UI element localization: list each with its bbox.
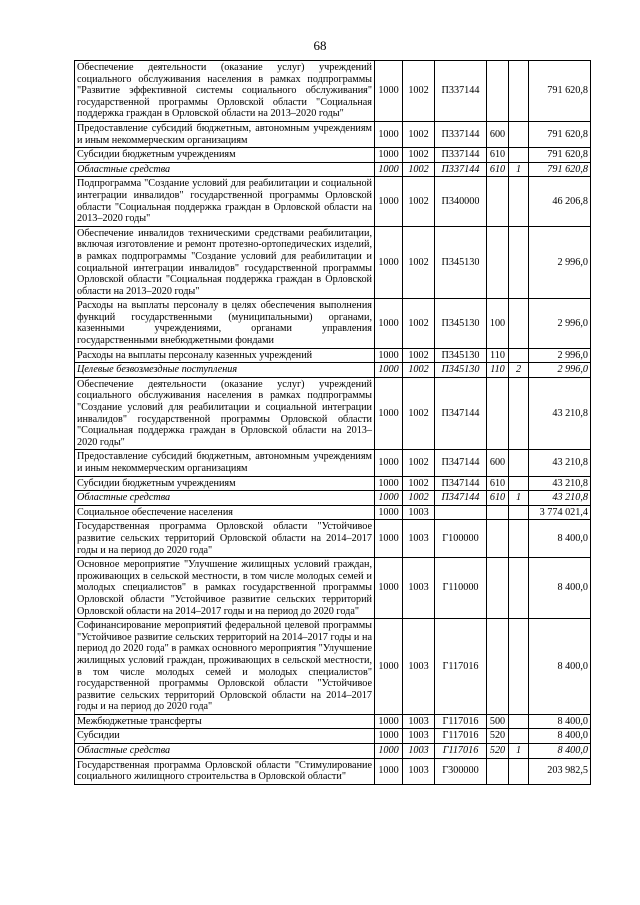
row-expense-type: 520	[487, 729, 509, 744]
row-amount: 8 400,0	[529, 744, 591, 759]
row-section-code: 1000	[375, 520, 403, 558]
row-expense-type	[487, 558, 509, 619]
row-name: Областные средства	[75, 162, 375, 177]
row-funding-source	[509, 758, 529, 784]
row-section-code: 1000	[375, 148, 403, 163]
row-section-code: 1000	[375, 744, 403, 759]
table-row	[75, 377, 591, 450]
row-section-code: 1000	[375, 558, 403, 619]
row-expense-type	[487, 377, 509, 450]
row-subsection-code: 1003	[403, 729, 435, 744]
row-expense-type: 110	[487, 348, 509, 363]
row-name: Социальное обеспечение населения	[75, 505, 375, 520]
row-expense-type: 500	[487, 714, 509, 729]
row-expense-type	[487, 505, 509, 520]
table-row	[75, 505, 591, 520]
row-target-article: П347144	[435, 450, 487, 476]
row-subsection-code: 1003	[403, 744, 435, 759]
row-subsection-code: 1002	[403, 61, 435, 122]
row-amount: 8 400,0	[529, 520, 591, 558]
row-section-code: 1000	[375, 348, 403, 363]
row-name: Расходы на выплаты персоналу в целях обеспечения выполнения функций государственными (муниципальными) органами, казенными учреждениями, органами управления государственными внебюджетными фондами	[75, 299, 375, 348]
row-funding-source	[509, 148, 529, 163]
row-name: Основное мероприятие "Улучшение жилищных условий граждан, проживающих в сельской местности, в том числе молодых семей и молодых специалистов" в рамках государственной программы Орловской области "Устойчивое развитие сельских территорий Орловской области на 2014–2017 годы и на период до 2020 года"	[75, 558, 375, 619]
row-amount: 43 210,8	[529, 491, 591, 506]
row-subsection-code: 1002	[403, 476, 435, 491]
row-target-article: Г110000	[435, 558, 487, 619]
row-section-code: 1000	[375, 758, 403, 784]
row-subsection-code: 1003	[403, 619, 435, 715]
row-name: Субсидии бюджетным учреждениям	[75, 148, 375, 163]
row-subsection-code: 1002	[403, 348, 435, 363]
row-expense-type: 110	[487, 363, 509, 378]
row-funding-source	[509, 520, 529, 558]
table-row	[75, 226, 591, 299]
row-funding-source: 1	[509, 162, 529, 177]
table-row	[75, 450, 591, 476]
row-name: Обеспечение деятельности (оказание услуг) учреждений социального обслуживания населения в рамках подпрограммы "Создание условий для реабилитации и социальной интеграции инвалидов" государственной программы Орловской области "Социальная поддержка граждан в Орловской области на 2013–2020 годы"	[75, 377, 375, 450]
row-target-article: Г117016	[435, 619, 487, 715]
row-expense-type: 600	[487, 121, 509, 147]
row-subsection-code: 1002	[403, 162, 435, 177]
row-subsection-code: 1002	[403, 363, 435, 378]
row-funding-source	[509, 121, 529, 147]
table-row	[75, 520, 591, 558]
row-amount: 203 982,5	[529, 758, 591, 784]
row-expense-type: 610	[487, 148, 509, 163]
row-funding-source	[509, 476, 529, 491]
row-section-code: 1000	[375, 162, 403, 177]
row-amount: 8 400,0	[529, 558, 591, 619]
row-expense-type	[487, 758, 509, 784]
table-row	[75, 177, 591, 226]
row-amount: 43 210,8	[529, 377, 591, 450]
row-subsection-code: 1002	[403, 148, 435, 163]
row-funding-source	[509, 299, 529, 348]
row-target-article: Г117016	[435, 729, 487, 744]
row-target-article: П345130	[435, 226, 487, 299]
row-subsection-code: 1002	[403, 450, 435, 476]
row-amount: 8 400,0	[529, 729, 591, 744]
row-name: Областные средства	[75, 491, 375, 506]
row-section-code: 1000	[375, 505, 403, 520]
table-row	[75, 491, 591, 506]
row-target-article: П345130	[435, 299, 487, 348]
row-amount: 3 774 021,4	[529, 505, 591, 520]
row-target-article: Г300000	[435, 758, 487, 784]
budget-table-body	[75, 61, 591, 785]
row-expense-type	[487, 520, 509, 558]
row-name: Областные средства	[75, 744, 375, 759]
row-amount: 43 210,8	[529, 476, 591, 491]
row-target-article: П337144	[435, 121, 487, 147]
row-section-code: 1000	[375, 491, 403, 506]
row-section-code: 1000	[375, 121, 403, 147]
row-subsection-code: 1002	[403, 377, 435, 450]
row-subsection-code: 1002	[403, 177, 435, 226]
table-row	[75, 363, 591, 378]
row-target-article: П337144	[435, 61, 487, 122]
table-row	[75, 758, 591, 784]
row-name: Обеспечение деятельности (оказание услуг) учреждений социального обслуживания населения в рамках подпрограммы "Развитие эффективной системы социального обслуживания" государственной программы Орловской области "Социальная поддержка граждан в Орловской области на 2013–2020 годы"	[75, 61, 375, 122]
row-subsection-code: 1003	[403, 505, 435, 520]
row-target-article: П347144	[435, 491, 487, 506]
row-amount: 8 400,0	[529, 714, 591, 729]
row-funding-source	[509, 61, 529, 122]
table-row	[75, 299, 591, 348]
row-section-code: 1000	[375, 363, 403, 378]
row-target-article: П345130	[435, 348, 487, 363]
page-number: 68	[313, 38, 327, 53]
row-target-article	[435, 505, 487, 520]
row-funding-source	[509, 226, 529, 299]
row-name: Целевые безвозмездные поступления	[75, 363, 375, 378]
row-expense-type: 610	[487, 162, 509, 177]
row-amount: 791 620,8	[529, 121, 591, 147]
row-amount: 791 620,8	[529, 61, 591, 122]
row-name: Межбюджетные трансферты	[75, 714, 375, 729]
table-row	[75, 476, 591, 491]
row-subsection-code: 1003	[403, 558, 435, 619]
row-funding-source	[509, 505, 529, 520]
row-funding-source: 1	[509, 744, 529, 759]
table-row	[75, 162, 591, 177]
row-expense-type: 520	[487, 744, 509, 759]
row-amount: 2 996,0	[529, 226, 591, 299]
table-row	[75, 121, 591, 147]
table-row	[75, 729, 591, 744]
table-row	[75, 714, 591, 729]
row-amount: 2 996,0	[529, 348, 591, 363]
row-funding-source	[509, 377, 529, 450]
row-funding-source: 2	[509, 363, 529, 378]
row-name: Софинансирование мероприятий федеральной целевой программы "Устойчивое развитие сельских территорий на 2014–2017 годы и на период до 2020 года" в рамках основного мероприятия "Улучшение жилищных условий граждан, проживающих в сельской местности, в том числе молодых семей и молодых специалистов" государственной программы Орловской области "Устойчивое развитие сельских территорий Орловской области на 2014–2017 годы и на период до 2020 года"	[75, 619, 375, 715]
row-section-code: 1000	[375, 61, 403, 122]
row-name: Расходы на выплаты персоналу казенных учреждений	[75, 348, 375, 363]
table-row	[75, 619, 591, 715]
row-target-article: П347144	[435, 476, 487, 491]
row-expense-type: 100	[487, 299, 509, 348]
row-expense-type	[487, 177, 509, 226]
table-row	[75, 348, 591, 363]
table-row	[75, 148, 591, 163]
row-subsection-code: 1003	[403, 714, 435, 729]
row-section-code: 1000	[375, 226, 403, 299]
row-name: Подпрограмма "Создание условий для реабилитации и социальной интеграции инвалидов" государственной программы Орловской области "Социальная поддержка граждан в Орловской области на 2013–2020 годы"	[75, 177, 375, 226]
row-expense-type: 610	[487, 491, 509, 506]
row-funding-source: 1	[509, 491, 529, 506]
row-name: Предоставление субсидий бюджетным, автономным учреждениям и иным некоммерческим организациям	[75, 121, 375, 147]
row-expense-type: 600	[487, 450, 509, 476]
row-expense-type: 610	[487, 476, 509, 491]
row-section-code: 1000	[375, 177, 403, 226]
row-funding-source	[509, 348, 529, 363]
row-target-article: П337144	[435, 162, 487, 177]
row-name: Государственная программа Орловской области "Стимулирование социального жилищного строительства в Орловской области"	[75, 758, 375, 784]
row-amount: 46 206,8	[529, 177, 591, 226]
row-subsection-code: 1003	[403, 758, 435, 784]
row-name: Государственная программа Орловской области "Устойчивое развитие сельских территорий Орловской области на 2014–2017 годы и на период до 2020 года"	[75, 520, 375, 558]
table-row	[75, 558, 591, 619]
row-subsection-code: 1003	[403, 520, 435, 558]
row-funding-source	[509, 729, 529, 744]
row-expense-type	[487, 61, 509, 122]
row-section-code: 1000	[375, 714, 403, 729]
row-section-code: 1000	[375, 729, 403, 744]
row-section-code: 1000	[375, 377, 403, 450]
row-section-code: 1000	[375, 476, 403, 491]
row-expense-type	[487, 226, 509, 299]
row-funding-source	[509, 450, 529, 476]
row-amount: 791 620,8	[529, 148, 591, 163]
row-target-article: П347144	[435, 377, 487, 450]
row-subsection-code: 1002	[403, 491, 435, 506]
row-target-article: П340000	[435, 177, 487, 226]
row-name: Субсидии	[75, 729, 375, 744]
row-funding-source	[509, 177, 529, 226]
row-section-code: 1000	[375, 299, 403, 348]
row-funding-source	[509, 619, 529, 715]
row-target-article: П345130	[435, 363, 487, 378]
row-subsection-code: 1002	[403, 121, 435, 147]
row-name: Субсидии бюджетным учреждениям	[75, 476, 375, 491]
row-name: Обеспечение инвалидов техническими средствами реабилитации, включая изготовление и ремонт протезно-ортопедических изделий, в рамках подпрограммы "Создание условий для реабилитации и социальной интеграции инвалидов" государственной программы Орловской области "Социальная поддержка граждан в Орловской области на 2013–2020 годы"	[75, 226, 375, 299]
row-amount: 791 620,8	[529, 162, 591, 177]
row-amount: 43 210,8	[529, 450, 591, 476]
row-funding-source	[509, 558, 529, 619]
row-target-article: Г100000	[435, 520, 487, 558]
row-name: Предоставление субсидий бюджетным, автономным учреждениям и иным некоммерческим организациям	[75, 450, 375, 476]
row-amount: 2 996,0	[529, 299, 591, 348]
row-subsection-code: 1002	[403, 299, 435, 348]
row-amount: 2 996,0	[529, 363, 591, 378]
row-subsection-code: 1002	[403, 226, 435, 299]
row-section-code: 1000	[375, 450, 403, 476]
row-section-code: 1000	[375, 619, 403, 715]
table-row	[75, 744, 591, 759]
budget-table	[74, 60, 591, 785]
row-target-article: Г117016	[435, 744, 487, 759]
row-target-article: П337144	[435, 148, 487, 163]
row-expense-type	[487, 619, 509, 715]
row-funding-source	[509, 714, 529, 729]
row-amount: 8 400,0	[529, 619, 591, 715]
table-row	[75, 61, 591, 122]
row-target-article: Г117016	[435, 714, 487, 729]
